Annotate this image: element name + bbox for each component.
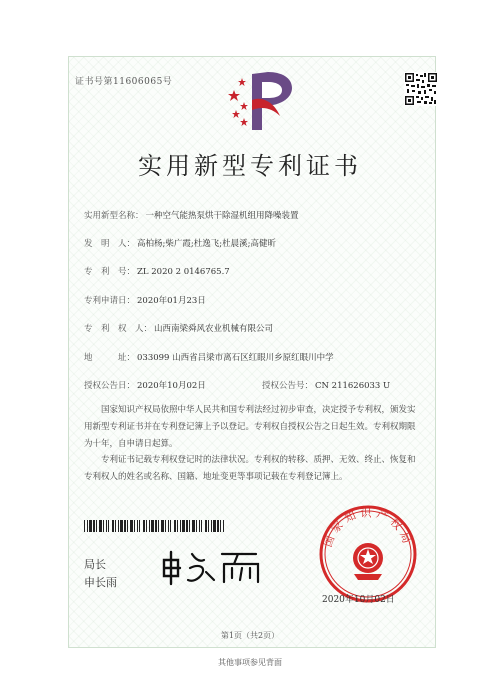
field-value: 高柏杨;柴广霞;杜逸飞;杜晨溪;高健昕: [137, 239, 276, 249]
legal-status-paragraph: 专利证书记载专利权登记时的法律状况。专利权的转移、质押、无效、终止、恢复和专利权人的姓名或名称、国籍、地址变更等事项记载在专利登记簿上。: [84, 455, 416, 482]
field-value: ZL 2020 2 0146765.7: [137, 267, 230, 277]
seal-date: 2020年10月02日: [322, 595, 395, 605]
field-patentee: [84, 322, 273, 334]
grant-statement-paragraph: 国家知识产权局依照中华人民共和国专利法经过初步审查，决定授予专利权，颁发实用新型专利证书并在专利登记簿上予以登记。专利权自授权公告之日起生效。专利权期限为十年，自申请日起算。: [84, 405, 416, 449]
director-name: 申长雨: [84, 576, 117, 589]
barcode-icon: [84, 520, 224, 532]
svg-text:国家知识产权局: [321, 506, 414, 548]
field-label: 实用新型名称：: [84, 211, 144, 221]
field-value: CN 211626033 U: [315, 381, 391, 391]
page-number: 第1页（共2页）: [220, 631, 280, 640]
field-label: 专 利 号：: [84, 267, 136, 277]
seal-text: 国家知识产权局: [321, 506, 415, 549]
footer-note: 其他事项参见背面: [218, 658, 282, 667]
certificate-number: 证书号第11606065号: [75, 77, 173, 87]
field-label: 授权公告号：: [262, 381, 314, 391]
field-value: 山西南梁舜风农业机械有限公司: [154, 324, 274, 334]
field-label: 专 利 权 人：: [84, 324, 153, 334]
field-label: 地 址：: [84, 353, 136, 363]
field-utility-model-name: [84, 209, 299, 221]
field-label: 专利申请日：: [84, 296, 136, 306]
field-value: 2020年10月02日: [137, 381, 206, 391]
certificate-title: 实用新型专利证书: [138, 152, 362, 180]
field-label: 授权公告日：: [84, 381, 136, 391]
field-inventors: [84, 237, 276, 249]
field-grant-announcement-number: [262, 379, 390, 391]
official-seal-icon: [318, 504, 418, 604]
field-patent-number: [84, 265, 230, 277]
field-address: [84, 351, 334, 363]
field-label: 发 明 人：: [84, 239, 136, 249]
director-title: 局长: [84, 558, 106, 571]
field-value: 2020年01月23日: [137, 296, 206, 306]
field-grant-announcement-date: [84, 379, 206, 391]
field-application-date: [84, 294, 206, 306]
director-signature-icon: [158, 546, 268, 586]
cnipa-logo-icon: [222, 66, 296, 136]
field-value: 033099 山西省吕梁市离石区红眼川乡原红眼川中学: [137, 353, 334, 363]
qr-code-icon: [404, 72, 438, 106]
field-value: 一种空气能热泵烘干除湿机组用降噪装置: [145, 211, 299, 221]
